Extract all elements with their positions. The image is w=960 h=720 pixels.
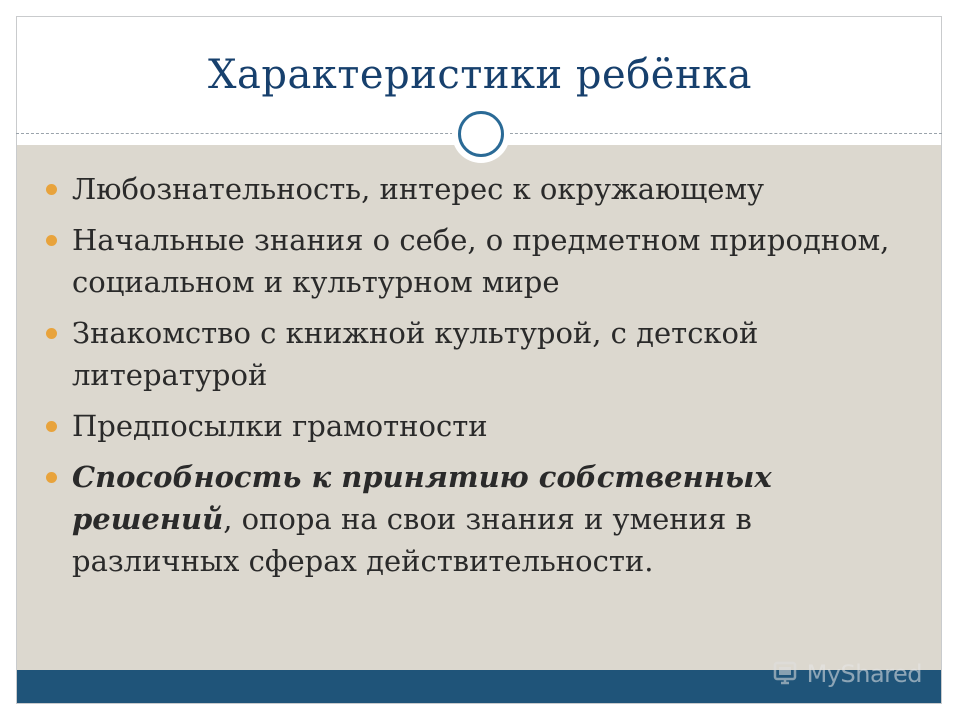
circle-ornament-icon [452, 105, 510, 163]
ring-icon [458, 111, 504, 157]
bullet-emphasis: Способность к принятию собственных решений [72, 460, 772, 536]
myshared-logo-icon [771, 659, 801, 689]
bullet-item [44, 405, 914, 447]
bullet-item [44, 168, 914, 210]
watermark-text: MyShared [806, 660, 922, 688]
bullet-list [44, 168, 914, 591]
bullet-item [44, 219, 914, 303]
bullet-item [44, 312, 914, 396]
bullet-dot-icon [46, 472, 57, 483]
bullet-text: Предпосылки грамотности [72, 409, 488, 443]
bullet-dot-icon [46, 235, 57, 246]
slide-title: Характеристики ребёнка [208, 52, 752, 98]
bullet-text: Любознательность, интерес к окружающему [72, 172, 765, 206]
bullet-text: Начальные знания о себе, о предметном природном, социальном и культурном мире [72, 223, 890, 299]
bullet-dot-icon [46, 184, 57, 195]
bullet-dot-icon [46, 328, 57, 339]
bullet-text: , опора на свои знания и умения в различных сферах действительности. [72, 502, 752, 578]
watermark [771, 656, 922, 692]
bullet-item [44, 456, 914, 582]
bullet-text: Знакомство с книжной культурой, с детской литературой [72, 316, 759, 392]
bullet-dot-icon [46, 421, 57, 432]
